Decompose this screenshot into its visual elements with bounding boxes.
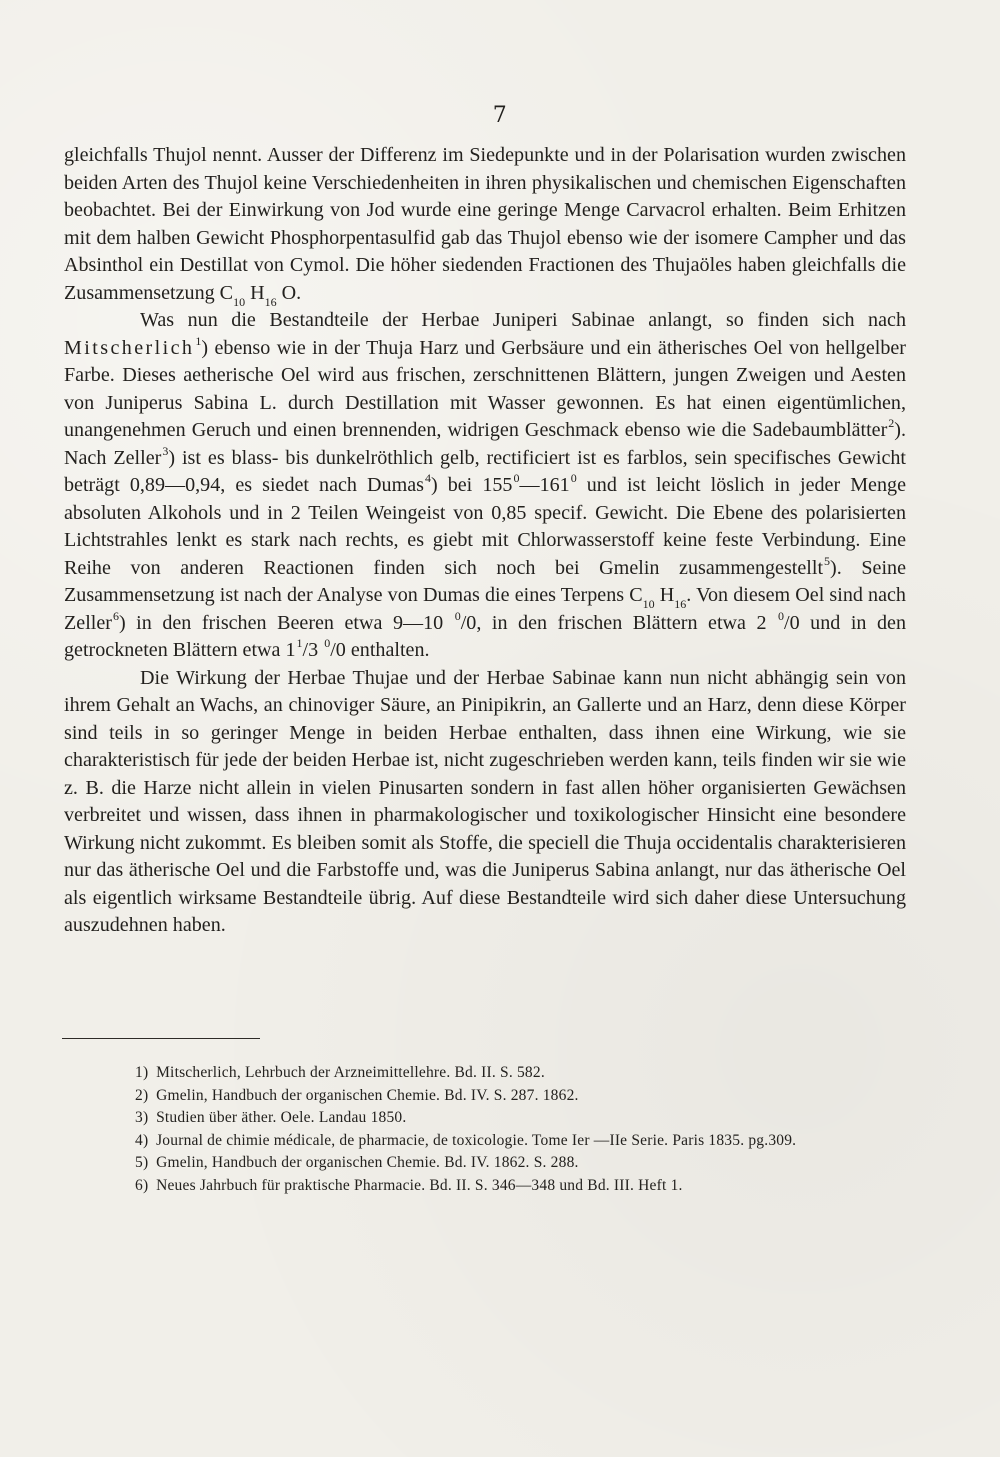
author-mitscherlich: Mitscherlich <box>64 336 195 359</box>
footnote-reference-2: 2 <box>888 416 895 431</box>
paragraph-2-text-c: ). Nach Zeller <box>64 419 906 469</box>
paragraph-2-text-k: ) in den frischen Beeren etwa 9—10 <box>118 611 454 634</box>
paragraph-2-text-b: ) ebenso wie in der Thuja Harz und Gerbsäure und ein ätherisches Oel von hellgelber Farbe. Dieses aetherische Oel wird aus frischen, zerschnittenen Blättern, jungen Zweigen und Aesten von Juniperus Sabina L. durch Destillation mit Wasser gewonnen. Es hat einen eigentümlichen, unangenehmen Geruch und einen brennenden, widrigen Geschmack ebenso wie die Sadebaumblätter <box>64 336 906 441</box>
percent-superscript-3: 0 <box>324 636 331 651</box>
footnote-mark-1: 1) <box>135 1064 149 1081</box>
footnote-reference-5: 5 <box>824 553 831 568</box>
fraction-superscript: 1 <box>296 636 303 651</box>
footnote-1 <box>135 1062 915 1085</box>
footnote-text-5: Gmelin, Handbuch der organischen Chemie. Bd. IV. 1862. S. 288. <box>156 1154 579 1171</box>
footnote-5 <box>135 1152 915 1175</box>
footnote-mark-5: 5) <box>135 1154 149 1171</box>
percent-superscript-2: 0 <box>778 608 785 623</box>
fraction-denominator: /3 <box>302 639 324 661</box>
degree-mark-1: 0 <box>513 471 520 486</box>
paragraph-1 <box>64 142 906 307</box>
paragraph-2-text-h: ). Seine Zusammensetzung ist nach der Analyse von Dumas die eines Terpens C <box>64 556 906 606</box>
formula-subscript-10: 10 <box>233 294 246 309</box>
paragraph-2-text-d: ) ist es blass- bis dunkelröthlich gelb, rectificiert ist es farblos, sein specifisches Gewicht beträgt 0,89—0,94, es siedet nach Dumas <box>64 446 906 496</box>
footnote-2 <box>135 1085 915 1108</box>
footnote-text-3: Studien über äther. Oele. Landau 1850. <box>156 1109 407 1126</box>
footnote-text-2: Gmelin, Handbuch der organischen Chemie. Bd. IV. S. 287. 1862. <box>156 1086 579 1104</box>
formula-subscript-16: 16 <box>264 294 277 309</box>
paragraph-1-text-c: O. <box>276 281 302 304</box>
paragraph-2 <box>64 307 906 665</box>
footnote-text-6: Neues Jahrbuch für praktische Pharmacie. Bd. II. S. 346—348 und Bd. III. Heft 1. <box>156 1176 683 1194</box>
footnote-mark-3: 3) <box>135 1109 149 1126</box>
paragraph-2-text-n: /0 enthalten. <box>330 639 430 661</box>
footnote-4 <box>135 1130 915 1153</box>
footnote-reference-3: 3 <box>162 443 169 458</box>
paragraph-2-text-j: . Von diesem Oel sind nach Zeller <box>64 584 906 634</box>
footnote-mark-6: 6) <box>135 1176 149 1194</box>
paragraph-2-text-l: /0, in den frischen Blättern etwa 2 <box>460 611 778 634</box>
footnote-separator <box>62 1038 260 1039</box>
footnote-text-4: Journal de chimie médicale, de pharmacie, de toxicologie. Tome Ier —IIe Serie. Paris 1835. pg.309. <box>156 1131 797 1149</box>
footnote-reference-6: 6 <box>112 608 119 623</box>
paragraph-2-text-f: —161 <box>519 474 570 496</box>
paragraph-2-text-e: ) bei 155 <box>430 474 513 496</box>
footnote-mark-2: 2) <box>135 1086 149 1104</box>
footnote-3 <box>135 1107 915 1130</box>
main-body-text <box>64 142 906 940</box>
paragraph-2-text-m: /0 und in den getrockneten Blättern etwa 1 <box>64 611 906 661</box>
paragraph-3: Die Wirkung der Herbae Thujae und der Herbae Sabinae kann nun nicht abhängig sein von ihrem Gehalt an Wachs, an chinoviger Säure, an Pinipikrin, an Gallerte und an Harz, denn diese Körper sind teils in so geringer Menge in beiden Herbae enthalten, dass ihnen eine Wirkung, wie sie charakteristisch für jede der beiden Herbae ist, nicht zugeschrieben werden kann, teils finden wir sie wie z. B. die Harze nicht allein in vielen Pinusarten sondern in fast allen höher organisierten Gewächsen verbreitet und wissen, dass ihnen in pharmakologischer und toxikologischer Hinsicht eine besondere Wirkung nicht zukommt. Es bleiben somit als Stoffe, die speciell die Thuja occidentalis charakterisieren nur das ätherische Oel und die Farbstoffe und, was die Juniperus Sabina anlangt, nur das ätherische Oel als eigentlich wirksame Bestandteile übrig. Auf diese Bestandteile wird sich daher diese Untersuchung auszudehnen haben. <box>64 666 906 936</box>
footnote-reference-4: 4 <box>424 471 431 486</box>
paragraph-1-text-a: gleichfalls Thujol nennt. Ausser der Differenz im Siedepunkte und in der Polarisation wurden zwischen beiden Arten des Thujol keine Verschiedenheiten in ihren physikalischen und chemischen Eigenschaften beobachtet. Bei der Einwirkung von Jod wurde eine geringe Menge Carvacrol erhalten. Beim Erhitzen mit dem halben Gewicht Phosphorpentasulfid gab das Thujol ebenso wie der isomere Campher und das Absinthol ein Destillat von Cymol. Die höher siedenden Fractionen des Thujaöles haben gleichfalls die Zusammensetzung C <box>64 144 906 304</box>
footnote-reference-1: 1 <box>195 333 202 348</box>
terpene-subscript-10: 10 <box>642 597 655 612</box>
footnote-text-1: Mitscherlich, Lehrbuch der Arzneimittellehre. Bd. II. S. 582. <box>156 1064 545 1081</box>
paragraph-2-text-i: H <box>654 584 675 606</box>
footnotes <box>135 1062 915 1197</box>
footnote-mark-4: 4) <box>135 1131 149 1149</box>
degree-mark-2: 0 <box>570 471 577 486</box>
paragraph-2-text-a: Was nun die Bestandteile der Herbae Juniperi Sabinae anlangt, so finden sich nach <box>140 309 906 331</box>
terpene-subscript-16: 16 <box>674 597 687 612</box>
paragraph-2-text-g: und ist leicht löslich in jeder Menge absoluten Alkohols und in 2 Teilen Weingeist von 0,85 specif. Gewicht. Die Ebene des polarisierten Lichtstrahles lenkt es stark nach rechts, es giebt mit Chlorwasserstoff keine feste Verbindung. Eine Reihe von anderen Reactionen finden sich noch bei Gmelin zusammengestellt <box>64 474 906 579</box>
percent-superscript-1: 0 <box>454 608 461 623</box>
paragraph-1-text-b: H <box>245 281 265 304</box>
footnote-6 <box>135 1175 915 1198</box>
page-number: 7 <box>492 103 508 128</box>
